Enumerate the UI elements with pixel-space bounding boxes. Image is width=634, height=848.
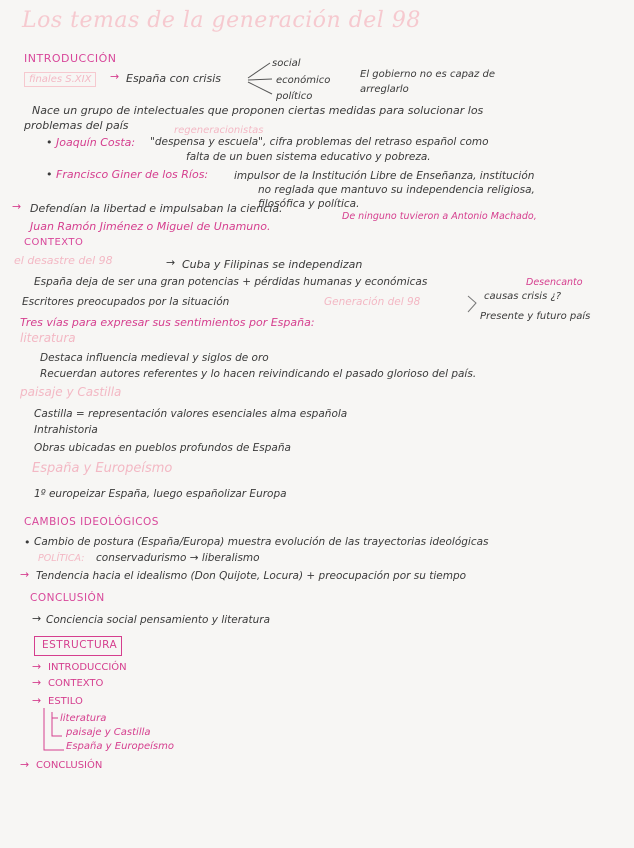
section-introduccion: INTRODUCCIÓN: [24, 52, 117, 65]
cambios-line3: Tendencia hacia el idealismo (Don Quijote, Locura) + preocupación por su tiempo: [36, 570, 467, 582]
estructura-item-conclusion: CONCLUSIÓN: [36, 760, 103, 771]
arrow-icon: →: [32, 660, 42, 673]
estructura-sub-espana: España y Europeísmo: [66, 741, 174, 752]
branch-economico: económico: [276, 75, 331, 86]
generacion-label: Generación del 98: [324, 296, 421, 308]
paisaje-line3: Obras ubicadas en pueblos profundos de España: [34, 442, 291, 454]
conclusion-line1: Conciencia social pensamiento y literatura: [46, 614, 271, 626]
estructura-sub-literatura: literatura: [60, 713, 107, 724]
cambios-line2: conservadurismo → liberalismo: [96, 552, 260, 564]
bullet-icon: •: [46, 168, 53, 181]
intro-line2: problemas del país: [24, 119, 129, 132]
defend-extra: De ninguno tuvieron a Antonio Machado,: [342, 211, 537, 222]
contexto-line1-extra: Desencanto: [526, 277, 583, 288]
intro-main: España con crisis: [126, 72, 222, 85]
bullet-icon: •: [24, 536, 31, 549]
politica-label: POLÍTICA:: [38, 553, 85, 564]
costa-name: Joaquín Costa:: [56, 136, 136, 149]
estructura-item-contexto: CONTEXTO: [48, 678, 104, 689]
giner-name: Francisco Giner de los Ríos:: [56, 168, 209, 181]
cambios-line1: Cambio de postura (España/Europa) muestra evolución de las trayectorias ideológicas: [34, 536, 489, 548]
section-cambios: CAMBIOS IDEOLÓGICOS: [24, 516, 159, 528]
presente-label: Presente y futuro país: [480, 311, 591, 322]
arrow-icon: →: [20, 758, 30, 771]
escritores-line: Escritores preocupados por la situación: [22, 296, 230, 308]
arrow-icon: →: [12, 200, 22, 213]
causas-label: causas crisis ¿?: [484, 291, 562, 302]
giner-line1: impulsor de la Institución Libre de Enseñanza, institución: [234, 170, 535, 182]
giner-line3: filosófica y política.: [258, 198, 360, 210]
literatura-line1: Destaca influencia medieval y siglos de oro: [40, 352, 269, 364]
literatura-line2: Recuerdan autores referentes y lo hacen reivindicando el pasado glorioso del país.: [40, 368, 477, 380]
paisaje-highlight: paisaje y Castilla: [20, 385, 122, 399]
cuba-line: Cuba y Filipinas se independizan: [182, 258, 363, 271]
intro-line2-highlight: regeneracionistas: [174, 125, 264, 136]
giner-line2: no reglada que mantuvo su independencia religiosa,: [258, 184, 535, 196]
side-note-1: El gobierno no es capaz de: [360, 69, 495, 80]
section-contexto: CONTEXTO: [24, 237, 84, 248]
costa-line2: falta de un buen sistema educativo y pobreza.: [186, 151, 431, 163]
arrow-icon: →: [32, 676, 42, 689]
estructura-sub-paisaje: paisaje y Castilla: [66, 727, 151, 738]
arrow-icon: →: [166, 256, 176, 269]
branch-social: social: [272, 58, 301, 69]
page-title: Los temas de la generación del 98: [22, 8, 421, 33]
costa-line1: "despensa y escuela", cifra problemas del retraso español como: [150, 136, 489, 148]
arrow-icon: →: [32, 612, 42, 625]
contexto-line1: España deja de ser una gran potencias + pérdidas humanas y económicas: [34, 276, 428, 288]
arrow-icon: →: [110, 70, 120, 83]
literatura-highlight: literatura: [20, 331, 76, 345]
side-note-2: arreglarlo: [360, 84, 409, 95]
estructura-item-introduccion: INTRODUCCIÓN: [48, 662, 127, 673]
paisaje-line2: Intrahistoria: [34, 424, 98, 436]
arrow-icon: →: [20, 568, 30, 581]
intro-line1: Nace un grupo de intelectuales que proponen ciertas medidas para solucionar los: [32, 104, 484, 117]
arrow-icon: →: [32, 694, 42, 707]
espana-highlight: España y Europeísmo: [32, 461, 173, 476]
branch-politico: político: [276, 91, 313, 102]
defend-line: Defendían la libertad e impulsaban la ciencia.: [30, 202, 283, 215]
espana-line1: 1º europeizar España, luego españolizar Europa: [34, 488, 287, 500]
bullet-icon: •: [46, 136, 53, 149]
estructura-title: ESTRUCTURA: [42, 639, 118, 651]
section-conclusion: CONCLUSIÓN: [30, 592, 105, 604]
intro-tag: finales S.XIX: [24, 72, 96, 87]
estructura-item-estilo: ESTILO: [48, 696, 83, 707]
contexto-highlight: el desastre del 98: [14, 254, 113, 267]
vias-line: Tres vías para expresar sus sentimientos por España:: [20, 316, 315, 329]
names-line: Juan Ramón Jiménez o Miguel de Unamuno.: [30, 220, 271, 233]
paisaje-line1: Castilla = representación valores esenciales alma española: [34, 408, 348, 420]
